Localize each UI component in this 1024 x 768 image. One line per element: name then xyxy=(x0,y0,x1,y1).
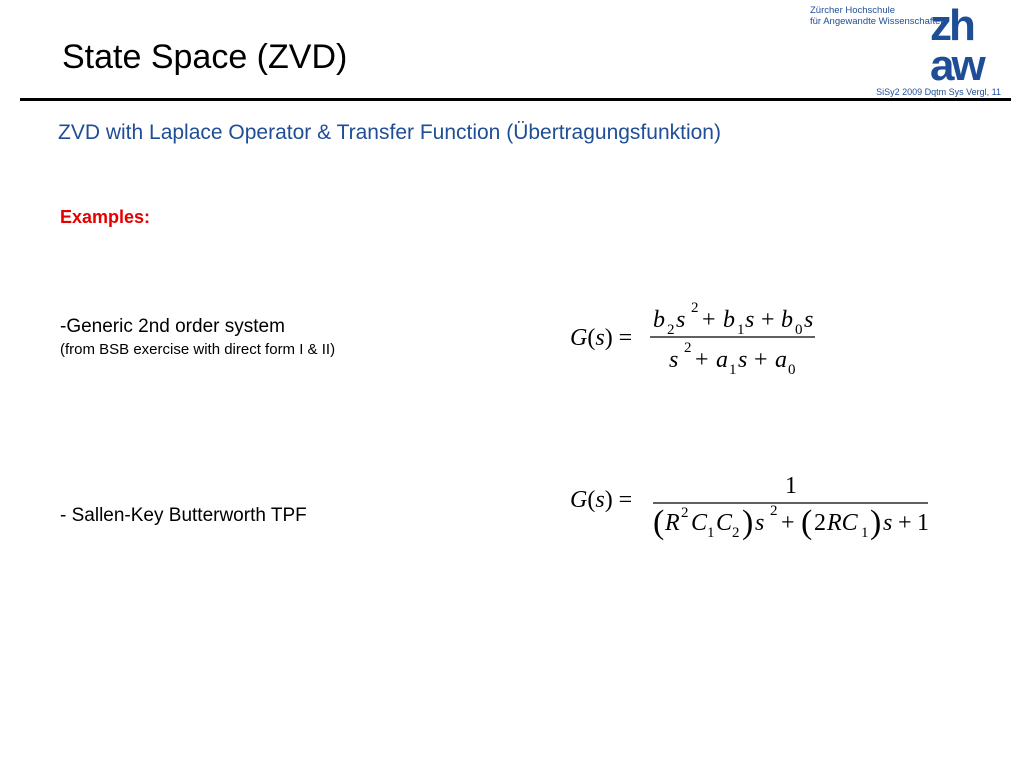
svg-text:1: 1 xyxy=(785,473,797,499)
svg-text:2: 2 xyxy=(770,503,778,519)
svg-text:b: b xyxy=(781,307,793,333)
svg-text:2: 2 xyxy=(667,322,675,338)
svg-text:C: C xyxy=(691,510,708,536)
svg-text:): ) xyxy=(742,504,754,541)
slide-title: State Space (ZVD) xyxy=(62,38,348,76)
svg-text:G(s) =: G(s) = xyxy=(570,325,633,351)
institution-name xyxy=(810,5,946,27)
svg-text:RC: RC xyxy=(827,510,858,536)
institution-line-2: für Angewandte Wissenschaften xyxy=(810,16,946,27)
svg-text:+: + xyxy=(781,510,795,536)
formula-generic-svg xyxy=(565,290,835,385)
svg-text:s: s xyxy=(676,307,686,333)
svg-text:0: 0 xyxy=(788,362,796,378)
svg-text:s: s xyxy=(804,307,814,333)
svg-text:2: 2 xyxy=(691,300,699,316)
institution-line-1: Zürcher Hochschule xyxy=(810,5,896,16)
svg-text:a: a xyxy=(716,347,728,373)
svg-text:s: s xyxy=(738,347,748,373)
svg-text:s: s xyxy=(755,510,765,536)
svg-text:1: 1 xyxy=(707,525,715,541)
svg-text:G(s) =: G(s) = xyxy=(570,487,633,513)
svg-text:s: s xyxy=(745,307,755,333)
svg-text:+: + xyxy=(695,347,709,373)
svg-text:s: s xyxy=(883,510,893,536)
example-1-label: -Generic 2nd order system xyxy=(60,316,285,337)
transfer-function-sallen-key xyxy=(565,466,945,556)
svg-text:s: s xyxy=(669,347,679,373)
example-generic-system xyxy=(60,316,335,358)
slide-subtitle: ZVD with Laplace Operator & Transfer Function (Übertragungsfunktion) xyxy=(58,121,721,144)
svg-text:b: b xyxy=(723,307,735,333)
svg-text:1: 1 xyxy=(861,525,869,541)
examples-heading: Examples: xyxy=(60,207,151,227)
svg-text:a: a xyxy=(775,347,787,373)
title-divider xyxy=(20,98,1011,101)
svg-text:1: 1 xyxy=(729,362,737,378)
svg-text:): ) xyxy=(870,504,882,541)
svg-text:(: ( xyxy=(801,504,813,541)
svg-text:R: R xyxy=(665,510,680,536)
slide-reference: SiSy2 2009 Dqtm Sys Vergl, 11 xyxy=(876,87,1001,97)
svg-text:1: 1 xyxy=(737,322,745,338)
svg-text:+: + xyxy=(702,307,716,333)
svg-text:C: C xyxy=(716,510,733,536)
example-2-label: - Sallen-Key Butterworth TPF xyxy=(60,505,307,526)
svg-text:aw: aw xyxy=(930,41,983,84)
example-1-note: (from BSB exercise with direct form I & II) xyxy=(60,341,336,358)
svg-text:1: 1 xyxy=(917,510,929,536)
svg-text:+: + xyxy=(754,347,768,373)
svg-text:b: b xyxy=(653,307,665,333)
svg-text:+: + xyxy=(761,307,775,333)
svg-text:2: 2 xyxy=(732,525,740,541)
transfer-function-generic xyxy=(565,290,835,385)
svg-text:zh: zh xyxy=(930,2,973,50)
svg-text:2: 2 xyxy=(684,340,692,356)
svg-text:(: ( xyxy=(653,504,665,541)
zhaw-logo xyxy=(928,2,1008,84)
svg-text:2: 2 xyxy=(681,505,689,521)
svg-text:+: + xyxy=(898,510,912,536)
formula-sallen-key-svg xyxy=(565,466,945,556)
svg-text:0: 0 xyxy=(795,322,803,338)
svg-text:2: 2 xyxy=(814,510,826,536)
